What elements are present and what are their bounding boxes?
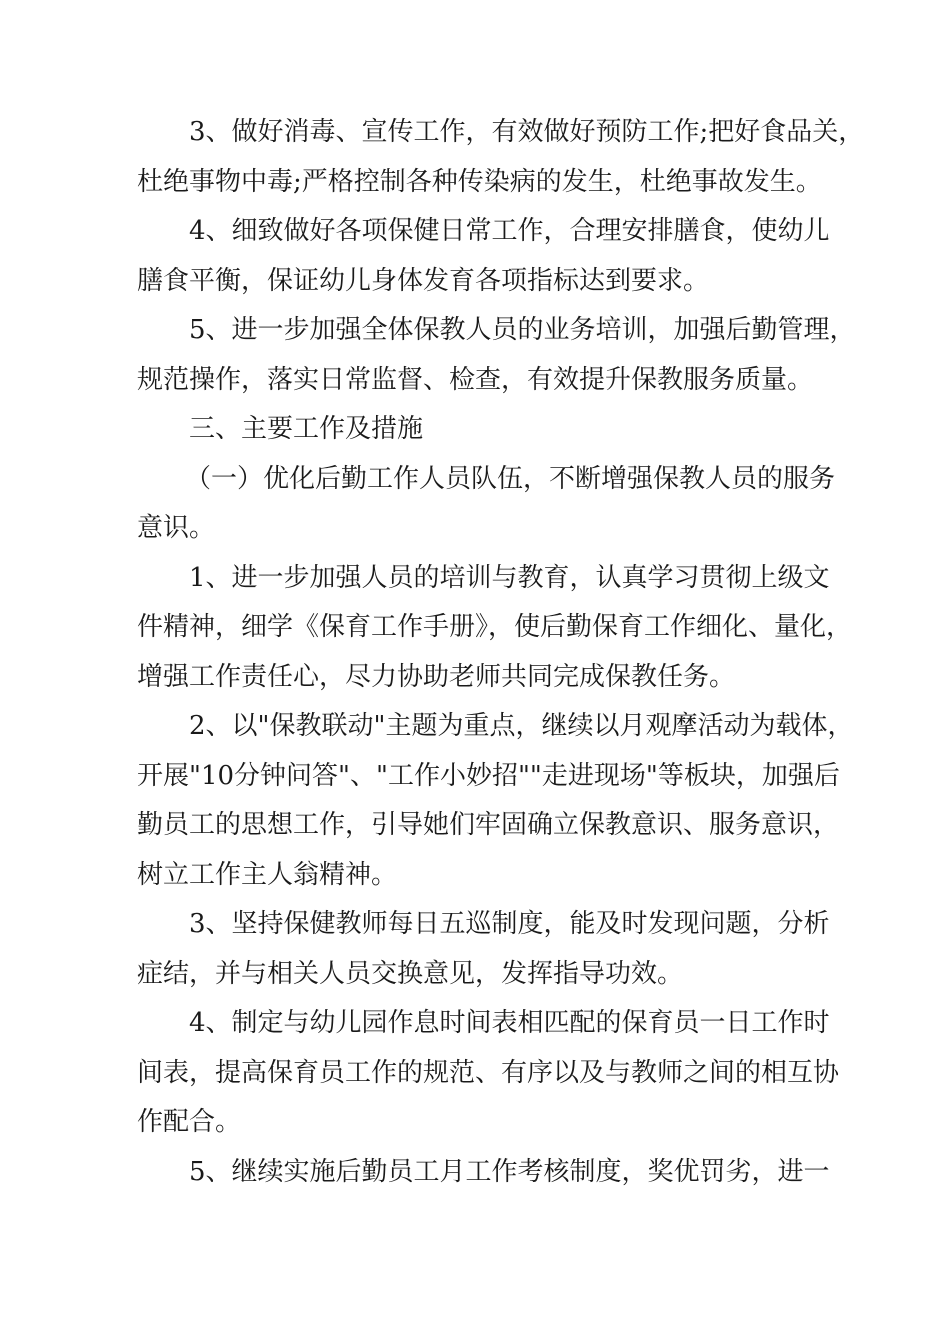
- paragraph-line: 作配合。: [137, 1107, 242, 1137]
- paragraph-line: 5、进一步加强全体保教人员的业务培训，加强后勤管理，: [189, 315, 856, 345]
- paragraph-line: 增强工作责任心，尽力协助老师共同完成保教任务。: [137, 661, 736, 692]
- document-body: [137, 108, 865, 1197]
- paragraph-line: 症结，并与相关人员交换意见，发挥指导功效。: [137, 958, 684, 989]
- paragraph-line: 4、细致做好各项保健日常工作，合理安排膳食，使幼儿: [189, 216, 830, 246]
- paragraph-line: 开展"10分钟问答"、"工作小妙招""走进现场"等板块，加强后: [137, 760, 840, 791]
- paragraph-line: 意识。: [137, 513, 216, 543]
- paragraph-line: 勤员工的思想工作，引导她们牢固确立保教意识、服务意识，: [137, 810, 840, 840]
- paragraph-line: 规范操作，落实日常监督、检查，有效提升保教服务质量。: [137, 364, 814, 395]
- paragraph-line: 间表，提高保育员工作的规范、有序以及与教师之间的相互协: [137, 1057, 840, 1088]
- paragraph-line: 3、做好消毒、宣传工作，有效做好预防工作;把好食品关，: [189, 117, 865, 147]
- paragraph-line: 1、进一步加强人员的培训与教育，认真学习贯彻上级文: [189, 562, 830, 593]
- paragraph-line: 4、制定与幼儿园作息时间表相匹配的保育员一日工作时: [189, 1008, 830, 1038]
- paragraph-line: 杜绝事物中毒;严格控制各种传染病的发生，杜绝事故发生。: [137, 166, 822, 197]
- subsection-heading: （一）优化后勤工作人员队伍，不断增强保教人员的服务: [185, 463, 836, 494]
- section-heading: 三、主要工作及措施: [189, 414, 424, 444]
- paragraph-line: 3、坚持保健教师每日五巡制度，能及时发现问题，分析: [189, 909, 830, 939]
- paragraph-line: 膳食平衡，保证幼儿身体发育各项指标达到要求。: [137, 265, 710, 296]
- paragraph-line: 件精神，细学《保育工作手册》，使后勤保育工作细化、量化，: [137, 612, 853, 642]
- paragraph-line: 5、继续实施后勤员工月工作考核制度，奖优罚劣，进一: [189, 1156, 830, 1187]
- paragraph-line: 2、以"保教联动"主题为重点，继续以月观摩活动为载体，: [189, 711, 854, 741]
- paragraph-line: 树立工作主人翁精神。: [137, 859, 398, 890]
